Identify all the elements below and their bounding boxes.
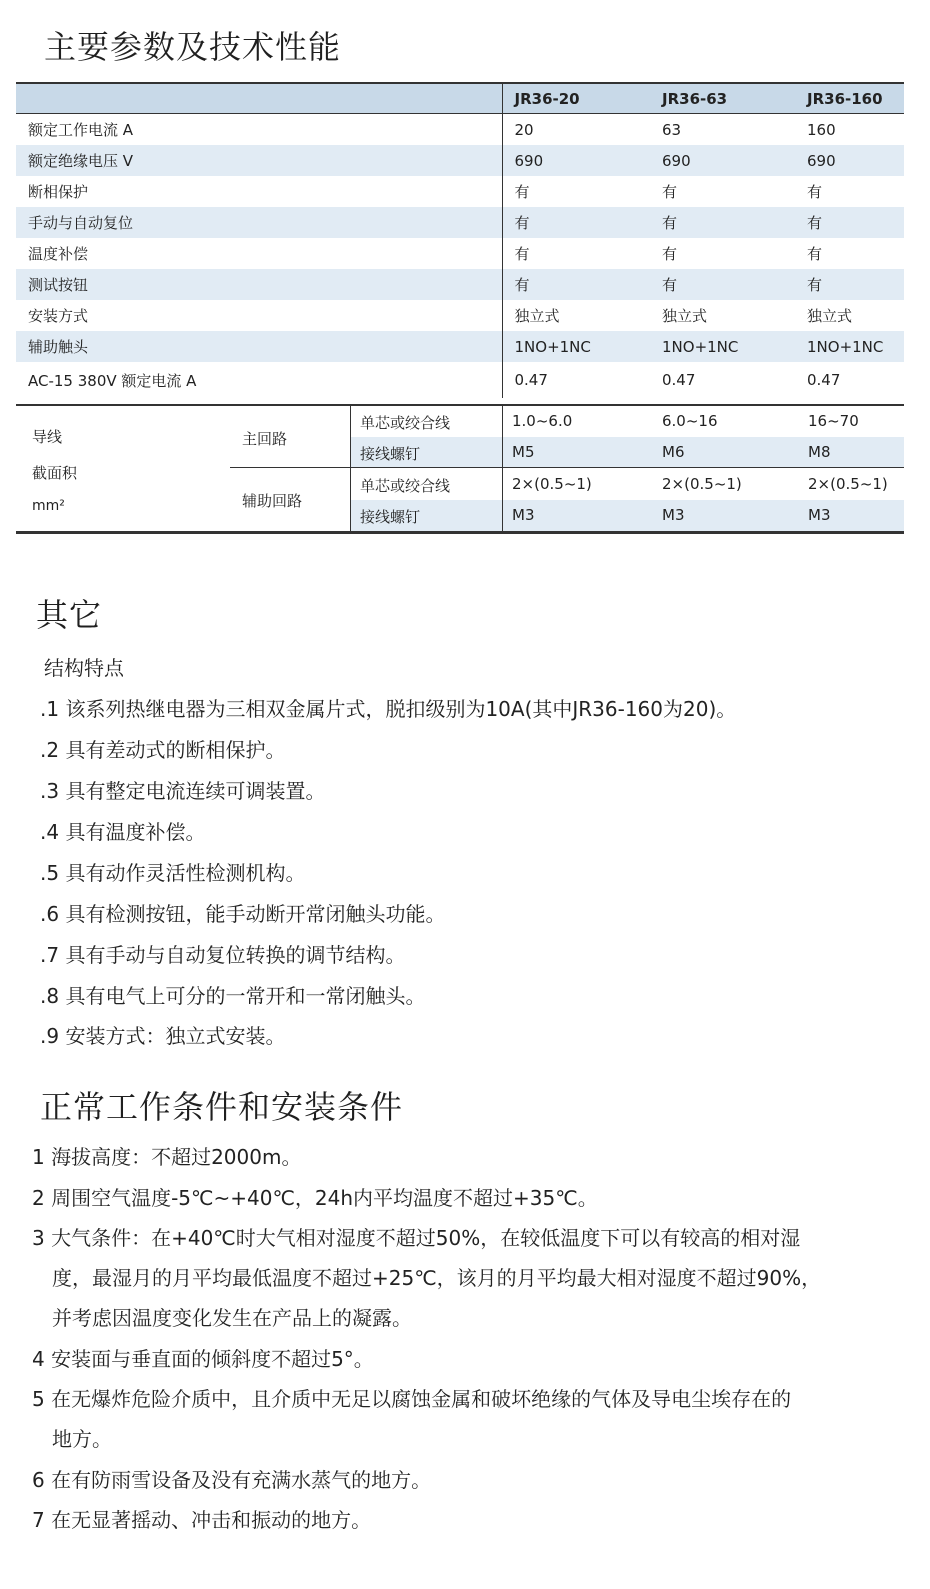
wire-label-line1: 导线 [32,428,63,446]
feature-item: .4 具有温度补偿。 [40,820,206,844]
spec-value: 690 [502,145,650,176]
spec-label: 额定工作电流 A [28,121,134,139]
section-title-other: 其它 [36,596,103,634]
features-heading: 结构特点 [44,656,124,680]
feature-item: .7 具有手动与自动复位转换的调节结构。 [40,943,406,967]
spec-table-header [16,83,904,114]
condition-item: 5 在无爆炸危险介质中，且介质中无足以腐蚀金属和破坏绝缘的气体及导电尘埃存在的 [32,1387,792,1411]
wire-value: 2×(0.5~1) [808,475,888,493]
spec-value: 1NO+1NC [502,331,650,362]
spec-value: 独立式 [807,307,853,325]
wire-label-line2: 截面积 [32,464,78,482]
spec-label: 辅助触头 [16,331,502,362]
divider [502,406,503,532]
condition-item: 3 大气条件：在+40℃时大气相对湿度不超过50%，在较低温度下可以有较高的相对湿 [32,1226,801,1250]
feature-item: .9 安装方式：独立式安装。 [40,1024,286,1048]
spec-row [16,176,904,207]
condition-item: 6 在有防雨雪设备及没有充满水蒸气的地方。 [32,1468,432,1492]
spec-row [16,269,904,300]
wire-unit: mm² [32,498,65,514]
wire-value: 2×(0.5~1) [512,475,592,493]
wire-row [350,437,904,468]
spec-row [16,114,904,146]
main-circuit-label: 主回路 [242,430,288,448]
wire-value: M3 [808,506,831,524]
wire-value: 2×(0.5~1) [662,475,742,493]
model-header: JR36-63 [650,83,795,114]
spec-table [16,82,904,398]
spec-value: 有 [502,238,650,269]
wire-type: 接线螺钉 [360,445,421,463]
wire-row [350,406,904,437]
model-header: JR36-20 [502,83,650,114]
feature-item: .1 该系列热继电器为三相双金属片式，脱扣级别为10A(其中JR36-160为20)。 [40,697,737,721]
wire-type: 单芯或绞合线 [360,414,451,432]
feature-item: .5 具有动作灵活性检测机构。 [40,861,306,885]
feature-item: .6 具有检测按钮，能手动断开常闭触头功能。 [40,902,446,926]
spec-label: 温度补偿 [28,245,89,263]
wire-type: 单芯或绞合线 [360,477,451,495]
spec-value: 有 [795,269,904,300]
wire-row [350,469,904,500]
spec-value: 有 [807,245,823,263]
spec-label: 手动与自动复位 [16,207,502,238]
divider [350,406,351,532]
model-header: JR36-160 [795,83,904,114]
spec-row [16,362,904,398]
section-title-conditions: 正常工作条件和安装条件 [40,1088,404,1126]
spec-value: 1NO+1NC [795,331,904,362]
spec-value: 160 [807,120,836,139]
spec-value: 有 [662,245,678,263]
aux-circuit-label: 辅助回路 [242,492,303,510]
spec-value: 有 [662,183,678,201]
spec-value: 有 [502,176,650,207]
spec-label: AC-15 380V 额定电流 A [28,371,197,390]
condition-item-continued: 地方。 [52,1427,112,1451]
spec-label: 断相保护 [28,183,89,201]
header-blank [16,83,502,114]
feature-item: .8 具有电气上可分的一常开和一常闭触头。 [40,984,426,1008]
spec-label: 额定绝缘电压 V [16,145,502,176]
wire-type: 接线螺钉 [360,508,421,526]
wire-value: M3 [662,506,685,524]
wire-value: M8 [808,443,831,461]
spec-value: 有 [502,207,650,238]
spec-row [16,238,904,269]
wire-value: 16~70 [808,412,859,430]
spec-value: 独立式 [662,307,708,325]
spec-value: 有 [795,207,904,238]
spec-value: 20 [502,114,650,146]
feature-item: .2 具有差动式的断相保护。 [40,738,286,762]
spec-row [16,300,904,331]
divider [230,467,904,468]
spec-value: 有 [650,207,795,238]
wire-value: 6.0~16 [662,412,718,430]
spec-value: 0.47 [807,371,841,389]
section-title-params: 主要参数及技术性能 [44,28,342,66]
spec-value: 0.47 [502,362,650,398]
feature-item: .3 具有整定电流连续可调装置。 [40,779,326,803]
spec-value: 0.47 [662,371,696,389]
spec-label: 测试按钮 [16,269,502,300]
spec-row [16,145,904,176]
condition-item: 2 周围空气温度-5℃~+40℃，24h内平均温度不超过+35℃。 [32,1186,598,1210]
wire-section-block [16,404,904,532]
condition-item-continued: 并考虑因温度变化发生在产品上的凝露。 [52,1306,412,1330]
condition-item-continued: 度，最湿月的月平均最低温度不超过+25℃，该月的月平均最大相对湿度不超过90%， [52,1266,822,1290]
wire-value: M6 [662,443,685,461]
divider [16,531,904,534]
condition-item: 7 在无显著摇动、冲击和振动的地方。 [32,1508,372,1532]
spec-value: 有 [502,269,650,300]
spec-value: 有 [650,269,795,300]
condition-item: 4 安装面与垂直面的倾斜度不超过5°。 [32,1347,374,1371]
spec-value: 63 [662,120,682,139]
spec-value: 690 [650,145,795,176]
spec-value: 独立式 [502,300,650,331]
spec-row [16,207,904,238]
spec-row [16,331,904,362]
spec-value: 1NO+1NC [650,331,795,362]
wire-value: M3 [512,506,535,524]
wire-value: M5 [512,443,535,461]
condition-item: 1 海拔高度：不超过2000m。 [32,1145,302,1169]
spec-value: 有 [807,183,823,201]
wire-value: 1.0~6.0 [512,412,573,430]
wire-row [350,500,904,531]
spec-label: 安装方式 [28,307,89,325]
spec-value: 690 [795,145,904,176]
